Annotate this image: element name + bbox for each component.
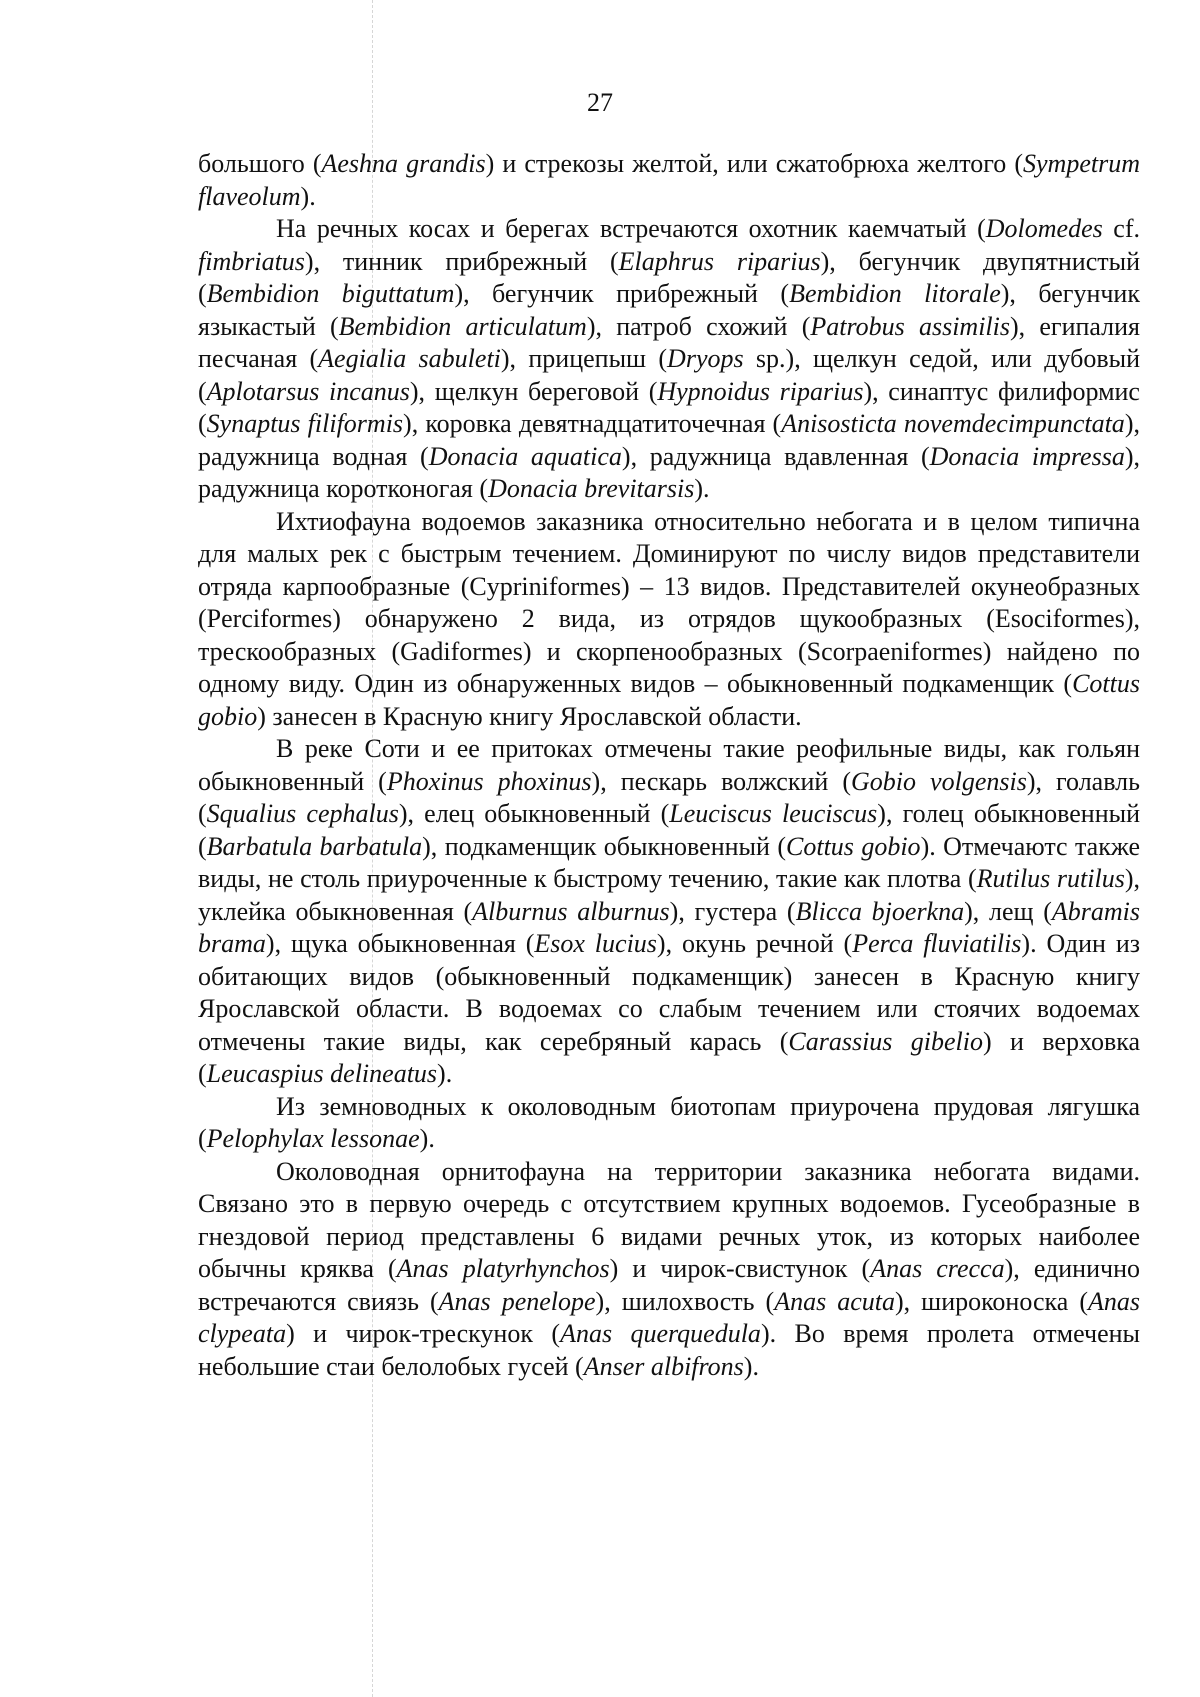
text-run: ). bbox=[300, 181, 316, 211]
text-run: ), радужница коротконогая ( bbox=[198, 441, 1140, 503]
text-run: ), радужница вдавленная ( bbox=[621, 441, 930, 471]
species-name: Elaphrus riparius bbox=[618, 246, 821, 276]
species-name: Anas querquedula bbox=[560, 1319, 761, 1348]
species-name: Anas penelope bbox=[438, 1286, 596, 1316]
text-run: ), радужница водная ( bbox=[198, 409, 1140, 471]
text-run: sp.), щелкун седой, или дубовый ( bbox=[198, 344, 1140, 406]
text-run: ) и верховка ( bbox=[198, 1026, 1141, 1088]
paragraph bbox=[198, 1091, 1140, 1156]
text-run: ), лещ ( bbox=[964, 896, 1052, 926]
text-run: ), синаптус филиформис ( bbox=[198, 376, 1140, 438]
text-run: ), египалия песчаная ( bbox=[198, 311, 1141, 373]
species-name: Bembidion litorale bbox=[789, 279, 1001, 308]
text-run: На речных косах и берегах встречаются охотник каемчатый ( bbox=[276, 214, 986, 243]
text-run: ) и чирок-трескунок ( bbox=[286, 1319, 561, 1348]
species-name: Bembidion biguttatum bbox=[206, 279, 455, 308]
text-run: ). Отмечаютс также виды, не столь приуроченные к быстрому течению, такие как плотва ( bbox=[198, 831, 1140, 893]
text-run: ), коровка девятнадцатиточечная ( bbox=[403, 409, 782, 438]
species-name: Anas clypeata bbox=[198, 1286, 1140, 1348]
text-run: большого ( bbox=[198, 149, 322, 178]
text-run: ), голец обыкновенный ( bbox=[198, 799, 1140, 861]
species-name: Cottus gobio bbox=[786, 831, 921, 861]
text-run: ), прицепыш ( bbox=[500, 344, 668, 373]
species-name: Leuciscus leuciscus bbox=[669, 799, 878, 828]
species-name: fimbriatus bbox=[198, 246, 305, 276]
species-name: Patrobus assimilis bbox=[810, 311, 1010, 341]
species-name: Donacia aquatica bbox=[428, 441, 622, 471]
text-run: ) занесен в Красную книгу Ярославской области. bbox=[257, 701, 802, 731]
page-number: 27 bbox=[587, 88, 613, 117]
species-name: Carassius gibelio bbox=[788, 1026, 983, 1056]
species-name: Anas platyrhynchos bbox=[396, 1254, 610, 1283]
species-name: Anas crecca bbox=[870, 1254, 1005, 1283]
paragraph bbox=[198, 1156, 1140, 1384]
species-name: Hypnoidus riparius bbox=[657, 376, 864, 406]
text-run: Околоводная орнитофауна на территории заказника небогата видами. Связано это в первую очередь с отсутствием крупных водоемов. Гусеобразные в гнездовой период представлены 6 видами речных уток, из которых наиболее обычны кряква ( bbox=[198, 1156, 1140, 1283]
species-name: Gobio volgensis bbox=[851, 766, 1027, 796]
text-run: ), патроб схожий ( bbox=[586, 311, 811, 341]
species-name: Blicca bjoerkna bbox=[795, 896, 965, 926]
text-run: ). Во время пролета отмечены небольшие стаи белолобых гусей ( bbox=[198, 1319, 1140, 1381]
text-run: ). bbox=[694, 474, 710, 503]
paragraph bbox=[198, 506, 1140, 734]
species-name: Phoxinus phoxinus bbox=[386, 766, 592, 796]
paragraph bbox=[198, 213, 1140, 506]
text-run: ), пескарь волжский ( bbox=[591, 766, 851, 796]
text-run: cf. bbox=[1102, 214, 1141, 243]
paragraph bbox=[198, 148, 1140, 213]
species-name: Perca fluviatilis bbox=[852, 929, 1022, 958]
text-run: ), щука обыкновенная ( bbox=[265, 929, 535, 958]
text-run: ), голавль ( bbox=[198, 766, 1140, 828]
body-text bbox=[198, 148, 1140, 1383]
species-name: Donacia brevitarsis bbox=[488, 474, 695, 503]
species-name: Anser albifrons bbox=[583, 1351, 744, 1381]
species-name: Aeshna grandis bbox=[321, 149, 486, 178]
species-name: Squalius cephalus bbox=[206, 799, 399, 828]
text-run: В реке Соти и ее притоках отмечены такие реофильные виды, как гольян обыкновенный ( bbox=[198, 734, 1140, 796]
text-run: Из земноводных к околоводным биотопам приурочена прудовая лягушка ( bbox=[198, 1091, 1140, 1153]
species-name: Anas acuta bbox=[774, 1286, 895, 1316]
text-run: ), бегунчик прибрежный ( bbox=[454, 279, 790, 308]
text-run: ), шилохвость ( bbox=[595, 1286, 775, 1316]
species-name: Donacia impressa bbox=[929, 441, 1125, 471]
text-run: ), бегунчик языкастый ( bbox=[198, 279, 1140, 341]
species-name: Aegialia sabuleti bbox=[318, 344, 501, 373]
text-run: ), широконоска ( bbox=[894, 1286, 1088, 1316]
species-name: Dryops bbox=[667, 344, 744, 373]
paragraph bbox=[198, 733, 1140, 1091]
species-name: Bembidion articulatum bbox=[338, 311, 587, 341]
text-run: Ихтиофауна водоемов заказника относительно небогата и в целом типична для малых рек с быстрым течением. Доминируют по числу видов представители отряда карпообразные (Cypriniformes) – 13 видов. Представителей окунеобразных (Perciformes) обнаружено 2 вида, из отрядов щукообразных (Esociformes), трескообразных (Gadiformes) и скорпенообразных (Scorpaeniformes) найдено по одному виду. Один из обнаруженных видов – обыкновенный подкаменщик ( bbox=[198, 506, 1140, 698]
text-run: ), щелкун береговой ( bbox=[409, 376, 658, 406]
species-name: Dolomedes bbox=[985, 214, 1103, 243]
species-name: Leucaspius delineatus bbox=[206, 1059, 438, 1088]
text-run: ). bbox=[437, 1059, 453, 1088]
species-name: Rutilus rutilus bbox=[976, 864, 1125, 893]
text-run: ), густера ( bbox=[669, 896, 796, 926]
text-run: ). Один из обитающих видов (обыкновенный подкаменщик) занесен в Красную книгу Ярославской области. В водоемах со слабым течением или стоячих водоемах отмечены такие виды, как серебряный карась ( bbox=[198, 929, 1141, 1056]
species-name: Barbatula barbatula bbox=[206, 831, 423, 861]
text-run: ) и стрекозы желтой, или сжатобрюха желтого ( bbox=[485, 149, 1024, 178]
species-name: Cottus gobio bbox=[198, 669, 1140, 731]
text-run: ), елец обыкновенный ( bbox=[398, 799, 670, 828]
species-name: Synaptus filiformis bbox=[206, 409, 404, 438]
text-run: ), уклейка обыкновенная ( bbox=[198, 864, 1140, 926]
text-run: ) и чирок-свистунок ( bbox=[609, 1254, 871, 1283]
species-name: Sympetrum flaveolum bbox=[198, 149, 1140, 211]
species-name: Pelophylax lessonae bbox=[206, 1124, 420, 1153]
text-run: ), окунь речной ( bbox=[656, 929, 853, 958]
species-name: Anisosticta novemdecimpunctata bbox=[781, 409, 1125, 438]
text-run: ). bbox=[743, 1351, 759, 1381]
species-name: Aplotarsus incanus bbox=[206, 376, 410, 406]
species-name: Abramis brama bbox=[198, 896, 1140, 958]
text-run: ), тинник прибрежный ( bbox=[304, 246, 619, 276]
text-run: ), подкаменщик обыкновенный ( bbox=[422, 831, 786, 861]
text-run: ). bbox=[419, 1124, 435, 1153]
species-name: Esox lucius bbox=[534, 929, 657, 958]
species-name: Alburnus alburnus bbox=[472, 896, 670, 926]
text-run: ), бегунчик двупятнистый ( bbox=[198, 246, 1140, 308]
text-run: ), единично встречаются свиязь ( bbox=[198, 1254, 1140, 1316]
